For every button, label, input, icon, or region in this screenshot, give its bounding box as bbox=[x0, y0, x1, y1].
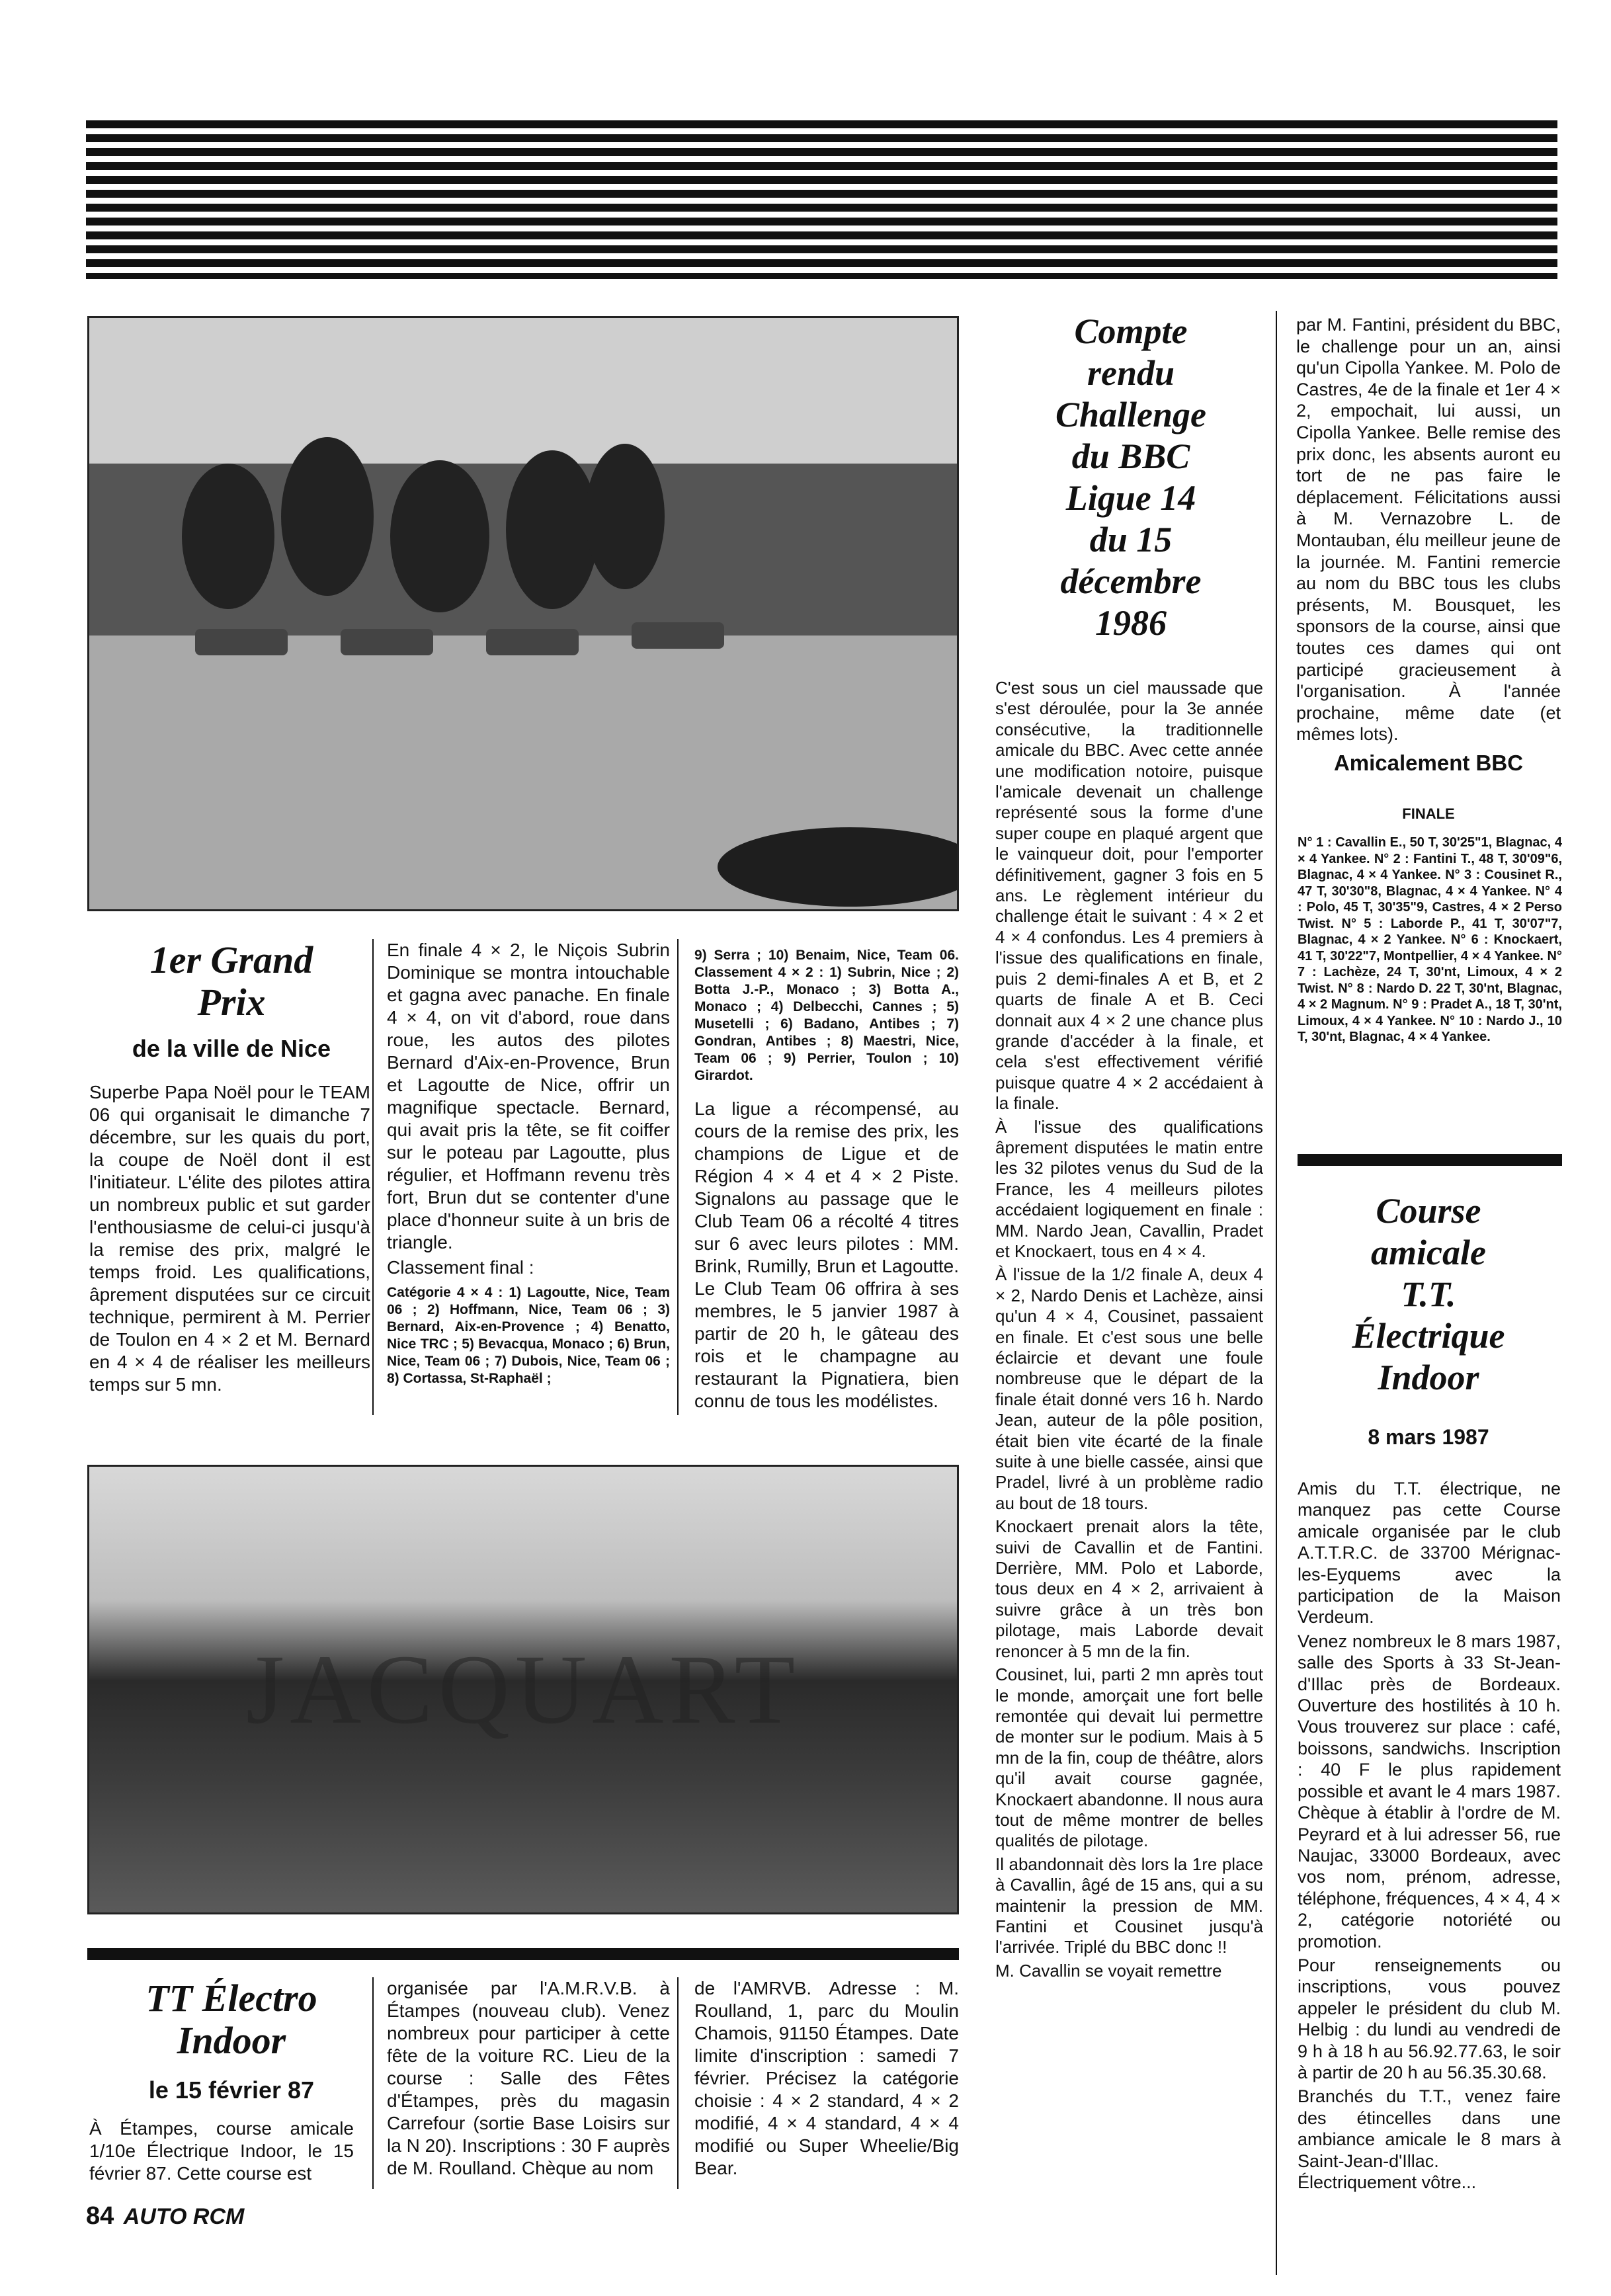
article1-col2-text: En finale 4 × 2, le Niçois Subrin Dominique se montra intouchable et gagna avec panache. En finale 4 × 4, on vit d'abord, roue dans roue, les autos des pilotes Bernard d'Aix-en-Provence, Brun et Lagoutte de Nice, offrir un magnifique spectacle. Bernard, qui avait pris la tête, se fit coiffer sur le poteau par Lagoutte, plus régulier, et Hoffmann revenu très fort, Brun dut se contenter d'une place d'honneur suite à un bris de triangle. bbox=[387, 940, 670, 1252]
article4-col2-text: organisée par l'A.M.R.V.B. à Étampes (nouveau club). Venez nombreux pour participer à cette fête de la voiture RC. Lieu de la course : Salle des Fêtes d'Étampes, près du magasin Carrefour (sortie Base Loisirs sur la N 20). Inscriptions : 30 F auprès de M. Roulland. Chèque au nom bbox=[387, 1978, 670, 2178]
article2-para: Cousinet, lui, parti 2 mn après tout le monde, amorçait une fort belle remontée qui devait lui permettre de monter sur le podium. Mais à 5 mn de la fin, coup de théâtre, alors qu'il avait course gagnée, Knockaert abandonne. Il nous aura tout de même montrer de belles qualités de pilotage. bbox=[995, 1664, 1263, 1851]
article2-signoff: Amicalement BBC bbox=[1333, 751, 1524, 775]
article2-para: À l'issue des qualifications âprement disputées le matin entre les 32 pilotes venus du Sud de la France, les 4 meilleurs pilotes accédaient logiquement en finale : MM. Nardo Jean, Cavallin, Pradet et Knockaert, tous en 4 × 4. bbox=[995, 1116, 1263, 1261]
photo-nice-scene bbox=[89, 318, 957, 909]
article2-col-a bbox=[995, 678, 1263, 1984]
article3-para: Branchés du T.T., venez faire des étincelles dans une ambiance amicale le 8 mars à Saint-Jean-d'Illac. Électriquement vôtre... bbox=[1298, 2086, 1561, 2192]
article2-title-line: décembre bbox=[1060, 561, 1202, 601]
article1-col1-text: Superbe Papa Noël pour le TEAM 06 qui organisait le dimanche 7 décembre, sur les quais du port, la coupe de Noël dont il est l'initiateur. L'élite des pilotes attira un nombreux public et sut garder l'enthousiasme de celui-ci jusqu'à la remise des prix, malgré le temps froid. Les qualifications, âprement disputées sur ce circuit technique, permirent à M. Perrier de Toulon en 4 × 2 et M. Bernard en 4 × 4 de réaliser les meilleurs temps sur 5 mn. bbox=[89, 1082, 370, 1395]
article2-title-line: du 15 bbox=[1089, 520, 1173, 559]
article1-subtitle: de la ville de Nice bbox=[132, 1035, 331, 1062]
column-divider bbox=[677, 1977, 679, 2189]
article3-subtitle: 8 mars 1987 bbox=[1368, 1425, 1489, 1449]
article3-title-line: Course bbox=[1376, 1191, 1481, 1231]
article2-para: Il abandonnait dès lors la 1re place à Cavallin, âgé de 15 ans, qui a su maintenir la pression de MM. Fantini et Cousinet jusqu'à l'arrivée. Triplé du BBC donc !! bbox=[995, 1854, 1263, 1957]
article2-title-line: 1986 bbox=[1095, 603, 1167, 643]
article2-para: À l'issue de la 1/2 finale A, deux 4 × 2, Nardo Denis et Lachèze, ainsi qu'un 4 × 4, Cousinet, passaient en finale. Et c'est sous une belle éclaircie et devant une foule nombreuse que le départ de la finale était donné vers 16 h. Nardo Jean, auteur de la pôle position, était bien vite écarté de la finale suite à une bielle cassée, ainsi que Pradel, livré à un problème radio au bout de 18 tours. bbox=[995, 1264, 1263, 1513]
article4-top-rule bbox=[87, 1948, 959, 1960]
article3-para: Venez nombreux le 8 mars 1987, salle des Sports à 33 St-Jean-d'Illac près de Bordeaux. Ouverture des hostilités à 10 h. Vous trouverez sur place : café, boissons, sandwichs. Inscription : 40 F le plus rapidement possible et avant le 4 mars 1987. Chèque à établir à l'ordre de M. Peyrard et à lui adresser 56, rue Naujac, 33000 Bordeaux, avec vos nom, prénom, adresse, téléphone, fréquences, 4 × 4, 4 × 2, catégorie notoriété ou promotion. bbox=[1298, 1631, 1561, 1951]
article4-title bbox=[99, 1977, 364, 2062]
race-photo-jacquart bbox=[87, 1465, 959, 1914]
article3-para: Pour renseignements ou inscriptions, vous pouvez appeler le président du club M. Helbig : du lundi au vendredi de 9 h à 18 h au 56.92.77.63, le soir à partir de 20 h au 56.35.30.68. bbox=[1298, 1955, 1561, 2082]
article2-para: M. Cavallin se voyait remettre bbox=[995, 1960, 1222, 1981]
article3-title-line: Indoor bbox=[1378, 1358, 1479, 1397]
article2-para: Knockaert prenait alors la tête, suivi de Cavallin et de Fantini. Derrière, MM. Polo et Laborde, tous deux en 4 × 2, arrivaient à suivre grâce à un très bon pilotage, mais Laborde devait renoncer à 5 mn de la fin. bbox=[995, 1516, 1263, 1661]
page-footer bbox=[86, 2202, 417, 2235]
magazine-name: AUTO RCM bbox=[123, 2204, 245, 2229]
photo-banner-text: JACQUART bbox=[245, 1635, 801, 1744]
column-divider bbox=[372, 939, 374, 1415]
article3-title-line: Électrique bbox=[1352, 1316, 1505, 1356]
article3-title bbox=[1296, 1190, 1561, 1399]
article3-para: Amis du T.T. électrique, ne manquez pas cette Course amicale organisée par le club A.T.T.R.C. de 33700 Mérignac-les-Eyquems avec la participation de la Maison Verdeum. bbox=[1298, 1479, 1561, 1627]
column-divider bbox=[677, 939, 679, 1415]
article3-body bbox=[1298, 1478, 1561, 2195]
article1-col2-results: Catégorie 4 × 4 : 1) Lagoutte, Nice, Team 06 ; 2) Hoffmann, Nice, Team 06 ; 3) Bernard, Aix-en-Provence ; 4) Benatto, Nice TRC ; 5) Bevacqua, Monaco ; 6) Brun, Nice, Team 06 ; 7) Dubois, Nice, Team 06 ; 8) Cortassa, St-Raphaël ; bbox=[387, 1285, 670, 1386]
article1-title bbox=[99, 939, 364, 1024]
article1-col3-text: La ligue a récompensé, au cours de la remise des prix, les champions de Ligue et de Région 4 × 4 et 4 × 2 Piste. Signalons au passage que le Club Team 06 a récolté 4 titres sur 6 avec leurs pilotes : MM. Brink, Rumilly, Brun et Lagoutte. Le Club Team 06 offrira à ses membres, le 5 janvier 1987 à partir de 20 h, le gâteau des rois et le champagne au restaurant la Pignatiera, bien connu de tous les modélistes. bbox=[694, 1098, 959, 1411]
article1-col2-classement: Classement final : bbox=[387, 1257, 534, 1278]
article2-title-line: rendu bbox=[1087, 353, 1175, 393]
header-stripes bbox=[86, 120, 1557, 279]
article1-col2 bbox=[387, 939, 670, 1390]
article4-col3-text: de l'AMRVB. Adresse : M. Roulland, 1, parc du Moulin Chamois, 91150 Étampes. Date limite d'inscription : samedi 7 février. Précisez la catégorie choisie : 4 × 2 standard, 4 × 2 modifié, 4 × 4 standard, 4 × 4 modifié ou Super Wheelie/Big Bear. bbox=[694, 1978, 959, 2178]
article3-top-rule bbox=[1298, 1154, 1562, 1166]
article2-title-line: Challenge bbox=[1055, 395, 1207, 434]
article2-para: C'est sous un ciel maussade que s'est déroulée, pour la 3e année consécutive, la traditionnelle amicale du BBC. Avec cette année une modification notoire, puisque l'amicale devenait un challenge représenté sous la forme d'une super coupe en plaqué argent que le vainqueur doit, pour l'emporter définitivement, gagner 3 fois en 5 ans. Le règlement intérieur du challenge était le suivant : 4 × 2 et 4 × 4 confondus. Les 4 premiers à l'issue des qualifications en finale, puis 2 demi-finales A et B, et 2 quarts de finale A et B. Ceci donnait aux 4 × 2 une chance plus grande d'accéder à la finale, et cela s'est effectivement vérifié puisque quatre 4 × 2 accédaient à la finale. bbox=[995, 678, 1263, 1114]
article4-title-line1: TT Électro bbox=[145, 1977, 317, 2020]
article2-finale-label: FINALE bbox=[1402, 805, 1455, 822]
article2-col-b bbox=[1296, 314, 1561, 748]
article2-title-line: Ligue 14 bbox=[1065, 478, 1196, 518]
article2-col-b-text: par M. Fantini, président du BBC, le challenge pour un an, ainsi qu'un Cipolla Yankee. M. Polo de Castres, 4e de la finale et 1er 4 × 2, empochait, lui aussi, un Cipolla Yankee. Belle remise des prix donc, les absents auront eu tort de ne pas faire le déplacement. Félicitations aussi à M. Vernazobre L. de Montauban, élu meilleur jeune de la journée. M. Fantini remercie au nom du BBC tous les clubs présents, M. Bousquet, les sponsors de la course, ainsi que toutes ces dames qui ont participé gracieusement à l'organisation. À l'année prochaine, même date (et mêmes lots). bbox=[1296, 315, 1561, 745]
article1-col3-results: 9) Serra ; 10) Benaim, Nice, Team 06. Classement 4 × 2 : 1) Subrin, Nice ; 2) Botta J.-P., Monaco ; 3) Botta A., Monaco ; 4) Delbecchi, Cannes ; 5) Musetelli ; 6) Badano, Antibes ; 7) Gondran, Antibes ; 8) Maestri, Nice, Team 06 ; 9) Perrier, Toulon ; 10) Girardot. bbox=[694, 948, 959, 1083]
column-divider bbox=[372, 1977, 374, 2189]
article3-title-line: amicale bbox=[1371, 1233, 1486, 1272]
article4-col1-text: À Étampes, course amicale 1/10e Électrique Indoor, le 15 février 87. Cette course est bbox=[89, 2118, 354, 2184]
page-number: 84 bbox=[86, 2202, 114, 2230]
article2-finale-results: N° 1 : Cavallin E., 50 T, 30'25"1, Blagnac, 4 × 4 Yankee. N° 2 : Fantini T., 48 T, 30'09"6, Blagnac, 4 × 4 Yankee. N° 3 : Cousinet R., 47 T, 30'30"8, Blagnac, 4 × 4 Yankee. N° 4 : Polo, 45 T, 30'35"9, Castres, 4 × 2 Perso Twist. N° 5 : Laborde P., 41 T, 30'07"7, Blagnac, 4 × 2 Yankee. N° 6 : Knockaert, 41 T, 30'22"7, Montpellier, 4 × 4 Yankee. N° 7 : Lachèze, 24 T, 30'nt, Limoux, 4 × 2 Twist. N° 8 : Nardo D. 22 T, 30'nt, Blagnac, 4 × 2 Magnum. N° 9 : Pradet A., 18 T, 30'nt, Limoux, 4 × 4 Yankee. N° 10 : Nardo J., 10 T, 30'nt, Blagnac, 4 × 4 Yankee. bbox=[1298, 835, 1562, 1044]
column-divider bbox=[1276, 311, 1277, 2275]
article4-col2 bbox=[387, 1977, 670, 2182]
article1-col3 bbox=[694, 947, 959, 1415]
article2-title-line: Compte bbox=[1074, 311, 1188, 351]
article1-title-line2: Prix bbox=[197, 981, 266, 1024]
article4-col3 bbox=[694, 1977, 959, 2182]
article1-col1 bbox=[89, 1081, 370, 1399]
race-photo-nice bbox=[87, 316, 959, 911]
article2-title-line: du BBC bbox=[1071, 436, 1190, 476]
article4-subtitle: le 15 février 87 bbox=[148, 2076, 315, 2104]
article2-title bbox=[979, 311, 1283, 644]
article3-title-line: T.T. bbox=[1401, 1274, 1456, 1314]
article1-title-line1: 1er Grand bbox=[149, 938, 313, 981]
article4-col1 bbox=[89, 2117, 354, 2188]
article4-title-line2: Indoor bbox=[177, 2019, 286, 2062]
